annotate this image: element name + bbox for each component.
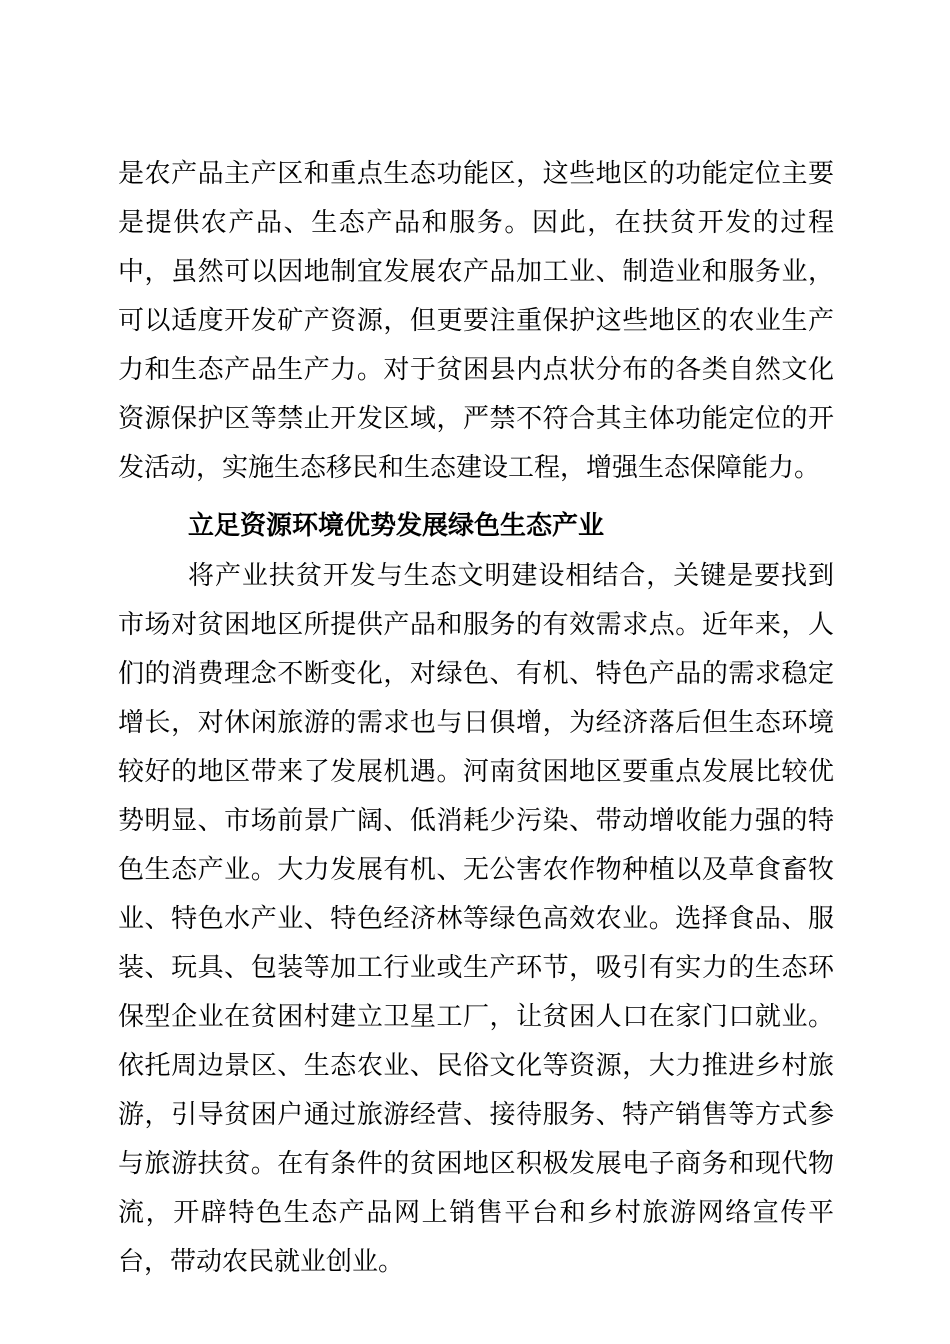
body-paragraph-ecological-function: 是农产品主产区和重点生态功能区，这些地区的功能定位主要是提供农产品、生态产品和服务。因此，在扶贫开发的过程中，虽然可以因地制宜发展农产品加工业、制造业和服务业，可以适度开发矿产资源，但更要注重保护这些地区的农业生产力和生态产品生产力。对于贫困县内点状分布的各类自然文化资源保护区等禁止开发区域，严禁不符合其主体功能定位的开发活动，实施生态移民和生态建设工程，增强生态保障能力。: [118, 159, 834, 483]
section-heading: 立足资源环境优势发展绿色生态产业: [188, 511, 605, 541]
body-paragraph-green-industry: 将产业扶贫开发与生态文明建设相结合，关键是要找到市场对贫困地区所提供产品和服务的有效需求点。近年来，人们的消费理念不断变化，对绿色、有机、特色产品的需求稳定增长，对休闲旅游的需求也与日俱增，为经济落后但生态环境较好的地区带来了发展机遇。河南贫困地区要重点发展比较优势明显、市场前景广阔、低消耗少污染、带动增收能力强的特色生态产业。大力发展有机、无公害农作物种植以及草食畜牧业、特色水产业、特色经济林等绿色高效农业。选择食品、服装、玩具、包装等加工行业或生产环节，吸引有实力的生态环保型企业在贫困村建立卫星工厂，让贫困人口在家门口就业。依托周边景区、生态农业、民俗文化等资源，大力推进乡村旅游，引导贫困户通过旅游经营、接待服务、特产销售等方式参与旅游扶贫。在有条件的贫困地区积极发展电子商务和现代物流，开辟特色生态产品网上销售平台和乡村旅游网络宣传平台，带动农民就业创业。: [118, 561, 834, 1277]
